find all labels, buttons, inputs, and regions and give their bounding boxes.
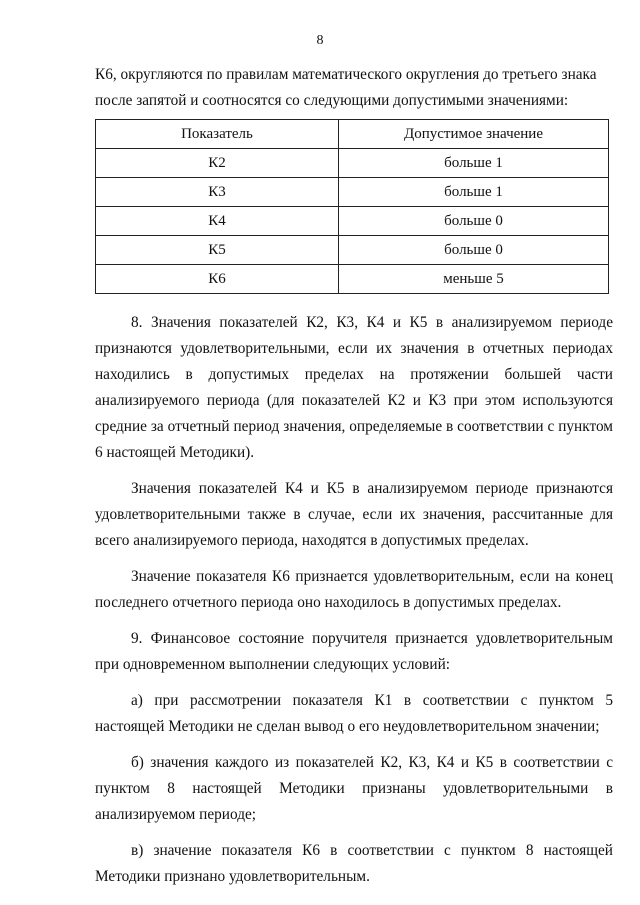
table-cell-value: больше 0 — [339, 236, 609, 265]
table-cell-value: меньше 5 — [339, 265, 609, 294]
condition-a: а) при рассмотрении показателя К1 в соответствии с пунктом 5 настоящей Методики не сделан вывод о его неудовлетворительном значении; — [95, 692, 613, 735]
intro-line: после запятой и соотносятся со следующими допустимыми значениями: — [95, 92, 569, 109]
table-cell-indicator: К2 — [96, 149, 339, 178]
column-header-indicator: Показатель — [96, 120, 339, 149]
condition-b: б) значения каждого из показателей К2, К3, К4 и К5 в соответствии с пунктом 8 настоящей Методики признаны удовлетворительными в анализируемом периоде; — [95, 754, 613, 823]
page-number: 8 — [316, 33, 324, 48]
table-row — [96, 149, 609, 178]
column-header-allowed-value: Допустимое значение — [339, 120, 609, 149]
table-cell-value: больше 0 — [339, 207, 609, 236]
document-body — [95, 62, 613, 890]
table-row — [96, 178, 609, 207]
condition-c: в) значение показателя К6 в соответствии с пунктом 8 настоящей Методики признано удовлетворительным. — [95, 842, 613, 885]
table-cell-indicator: К5 — [96, 236, 339, 265]
table-header-row — [96, 120, 609, 149]
indicators-table — [95, 119, 609, 294]
paragraph-k4-k5: Значения показателей К4 и К5 в анализируемом периоде признаются удовлетворительными также в случае, если их значения, рассчитанные для всего анализируемого периода, находятся в допустимых пределах. — [95, 480, 613, 549]
table-row — [96, 207, 609, 236]
table-cell-indicator: К3 — [96, 178, 339, 207]
paragraph-8: 8. Значения показателей К2, К3, К4 и К5 в анализируемом периоде признаются удовлетворительными, если их значения в отчетных периодах находились в допустимых пределах на протяжении большей части анализируемого периода (для показателей К2 и К3 при этом используются средние за отчетный период значения, определяемые в соответствии с пунктом 6 настоящей Методики). — [95, 314, 613, 461]
table-cell-value: больше 1 — [339, 178, 609, 207]
intro-line: К6, округляются по правилам математического округления до третьего знака — [95, 66, 597, 83]
table-row — [96, 265, 609, 294]
table-cell-indicator: К4 — [96, 207, 339, 236]
paragraph-9: 9. Финансовое состояние поручителя признается удовлетворительным при одновременном выполнении следующих условий: — [95, 630, 613, 673]
table-cell-value: больше 1 — [339, 149, 609, 178]
table-row — [96, 236, 609, 265]
table-cell-indicator: К6 — [96, 265, 339, 294]
paragraph-k6: Значение показателя К6 признается удовлетворительным, если на конец последнего отчетного периода оно находилось в допустимых пределах. — [95, 568, 613, 611]
